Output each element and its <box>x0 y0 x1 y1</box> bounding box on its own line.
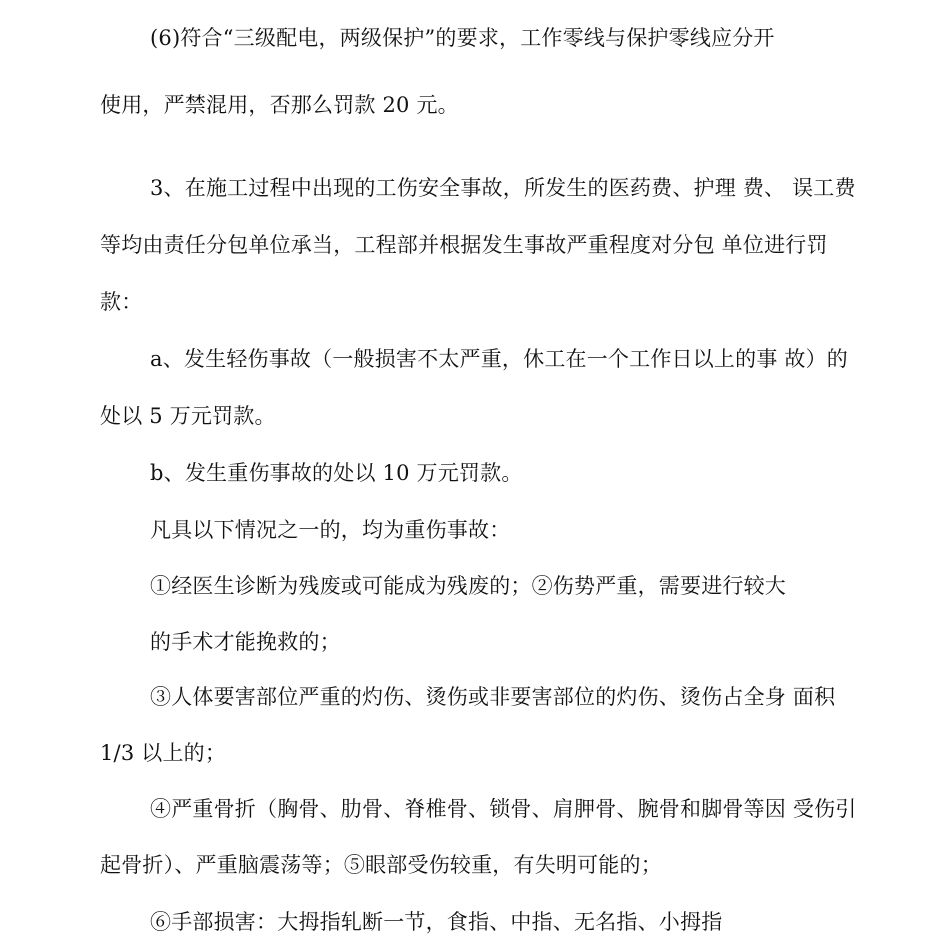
paragraph-line: ①经医生诊断为残废或可能成为残废的；②伤势严重，需要进行较大 <box>150 574 786 598</box>
paragraph-line: 处以 5 万元罚款。 <box>100 404 276 428</box>
paragraph-line: 等均由责任分包单位承当，工程部并根据发生事故严重程度对分包 单位进行罚 <box>100 233 828 257</box>
paragraph-line: 使用，严禁混用，否那么罚款 20 元。 <box>100 93 459 117</box>
paragraph-line: 起骨折）、严重脑震荡等；⑤眼部受伤较重，有失明可能的； <box>100 853 662 877</box>
paragraph-line: ④严重骨折（胸骨、肋骨、脊椎骨、锁骨、肩胛骨、腕骨和脚骨等因 受伤引 <box>150 797 857 821</box>
paragraph-line: a、发生轻伤事故（一般损害不太严重，休工在一个工作日以上的事 故）的 <box>150 347 848 371</box>
paragraph-line: ⑥手部损害：大拇指轧断一节，食指、中指、无名指、小拇指 <box>150 910 723 934</box>
paragraph-line: 3、在施工过程中出现的工伤安全事故，所发生的医药费、护理 费、 误工费 <box>150 176 856 200</box>
paragraph-line: 的手术才能挽救的； <box>150 630 341 654</box>
paragraph-line: 凡具以下情况之一的，均为重伤事故： <box>150 518 511 542</box>
paragraph-line: 1/3 以上的； <box>100 741 227 765</box>
paragraph-line: 款： <box>100 290 143 314</box>
paragraph-line: b、发生重伤事故的处以 10 万元罚款。 <box>150 461 523 485</box>
paragraph-line: (6)符合“三级配电，两级保护”的要求，工作零线与保护零线应分开 <box>150 26 775 50</box>
paragraph-line: ③人体要害部位严重的灼伤、烫伤或非要害部位的灼伤、烫伤占全身 面积 <box>150 685 836 709</box>
